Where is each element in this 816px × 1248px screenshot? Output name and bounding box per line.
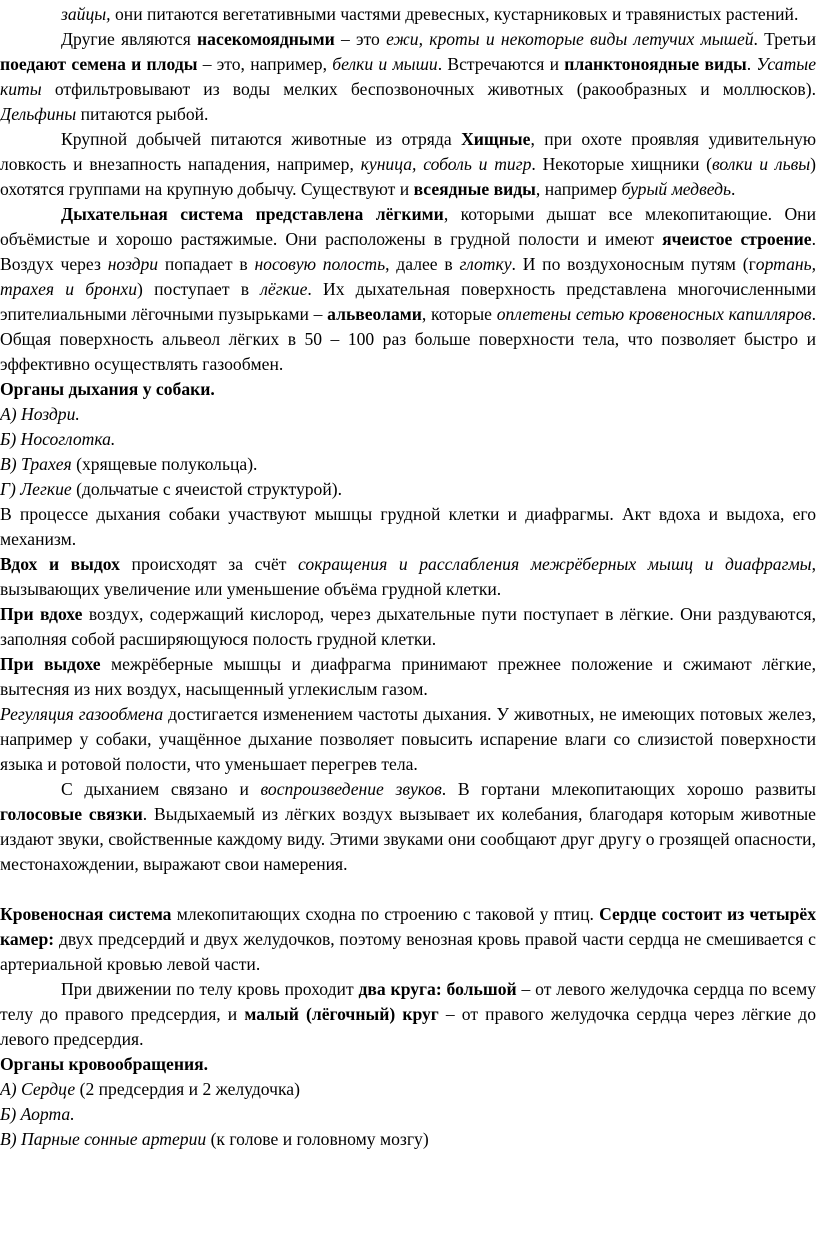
paragraph-insectivores: Другие являются насекомоядными – это ежи, кроты и некоторые виды летучих мышей. Третьи поедают семена и плоды – это, например, белки и мыши. Встречаются и планктоноядные виды. Усатые киты отфильтровывают из воды мелких беспозвоночных животных (ракообразных и моллюсков). Дельфины питаются рыбой. — [0, 29, 816, 124]
heading-circulatory-organs: Органы кровообращения. — [0, 1054, 209, 1074]
list-item: Б) Носоглотка. — [0, 429, 116, 449]
paragraph-exhale: При выдохе межрёберные мышцы и диафрагма принимают прежнее положение и сжимают лёгкие, вытесняя из них воздух, насыщенный углекислым газом. — [0, 654, 816, 699]
paragraph-respiratory-system: Дыхательная система представлена лёгкими, которыми дышат все млекопитающие. Они объёмистые и хорошо растяжимые. Они расположены в грудной полости и имеют ячеистое строение. Воздух через ноздри попадает в носовую полость, далее в глотку. И по воздухоносным путям (гортань, трахея и бронхи) поступает в лёгкие. Их дыхательная поверхность представлена многочисленными эпителиальными лёгочными пузырьками – альвеолами, которые оплетены сетью кровеносных капилляров. Общая поверхность альвеол лёгких в 50 – 100 раз больше поверхности тела, что позволяет быстро и эффективно осуществлять газообмен. — [0, 204, 816, 374]
list-item: А) Ноздри. — [0, 404, 80, 424]
list-item: Г) Легкие (дольчатые с ячеистой структурой). — [0, 479, 343, 499]
paragraph-inhale-exhale: Вдох и выдох происходят за счёт сокращения и расслабления межрёберных мышц и диафрагмы, вызывающих увеличение или уменьшение объёма грудной клетки. — [0, 554, 816, 599]
paragraph-herbivores-end: зайцы, они питаются вегетативными частями древесных, кустарниковых и травянистых растений. — [61, 4, 799, 24]
list-item: В) Парные сонные артерии (к голове и головному мозгу) — [0, 1129, 429, 1149]
list-item: Б) Аорта. — [0, 1104, 75, 1124]
paragraph-predators: Крупной добычей питаются животные из отряда Хищные, при охоте проявляя удивительную ловкость и внезапность нападения, например, куница, соболь и тигр. Некоторые хищники (волки и львы) охотятся группами на крупную добычу. Существуют и всеядные виды, например бурый медведь. — [0, 129, 816, 199]
paragraph-breathing-process: В процессе дыхания собаки участвуют мышцы грудной клетки и диафрагмы. Акт вдоха и выдоха, его механизм. — [0, 504, 816, 549]
list-item: В) Трахея (хрящевые полукольца). — [0, 454, 258, 474]
heading-respiratory-organs: Органы дыхания у собаки. — [0, 379, 215, 399]
blank-line — [0, 877, 816, 902]
paragraph-sound-production: С дыханием связано и воспроизведение звуков. В гортани млекопитающих хорошо развиты голосовые связки. Выдыхаемый из лёгких воздух вызывает их колебания, благодаря которым животные издают звуки, свойственные каждому виду. Этими звуками они сообщают друг другу о грозящей опасности, местонахождении, выражают свои намерения. — [0, 779, 816, 874]
paragraph-circulatory-system: Кровеносная система млекопитающих сходна по строению с таковой у птиц. Сердце состоит из четырёх камер: двух предсердий и двух желудочков, поэтому венозная кровь правой части сердца не смешивается с артериальной кровью левой части. — [0, 904, 816, 974]
list-item: А) Сердце (2 предсердия и 2 желудочка) — [0, 1079, 300, 1099]
paragraph-blood-circuits: При движении по телу кровь проходит два круга: большой – от левого желудочка сердца по всему телу до правого предсердия, и малый (лёгочный) круг – от правого желудочка сердца через лёгкие до левого предсердия. — [0, 979, 816, 1049]
paragraph-inhale: При вдохе воздух, содержащий кислород, через дыхательные пути поступает в лёгкие. Они раздуваются, заполняя собой расширяющуюся полость грудной клетки. — [0, 604, 816, 649]
paragraph-gas-exchange-regulation: Регуляция газообмена достигается изменением частоты дыхания. У животных, не имеющих потовых желез, например у собаки, учащённое дыхание позволяет повысить испарение влаги со слизистой поверхности языка и ротовой полости, что уменьшает перегрев тела. — [0, 704, 816, 774]
